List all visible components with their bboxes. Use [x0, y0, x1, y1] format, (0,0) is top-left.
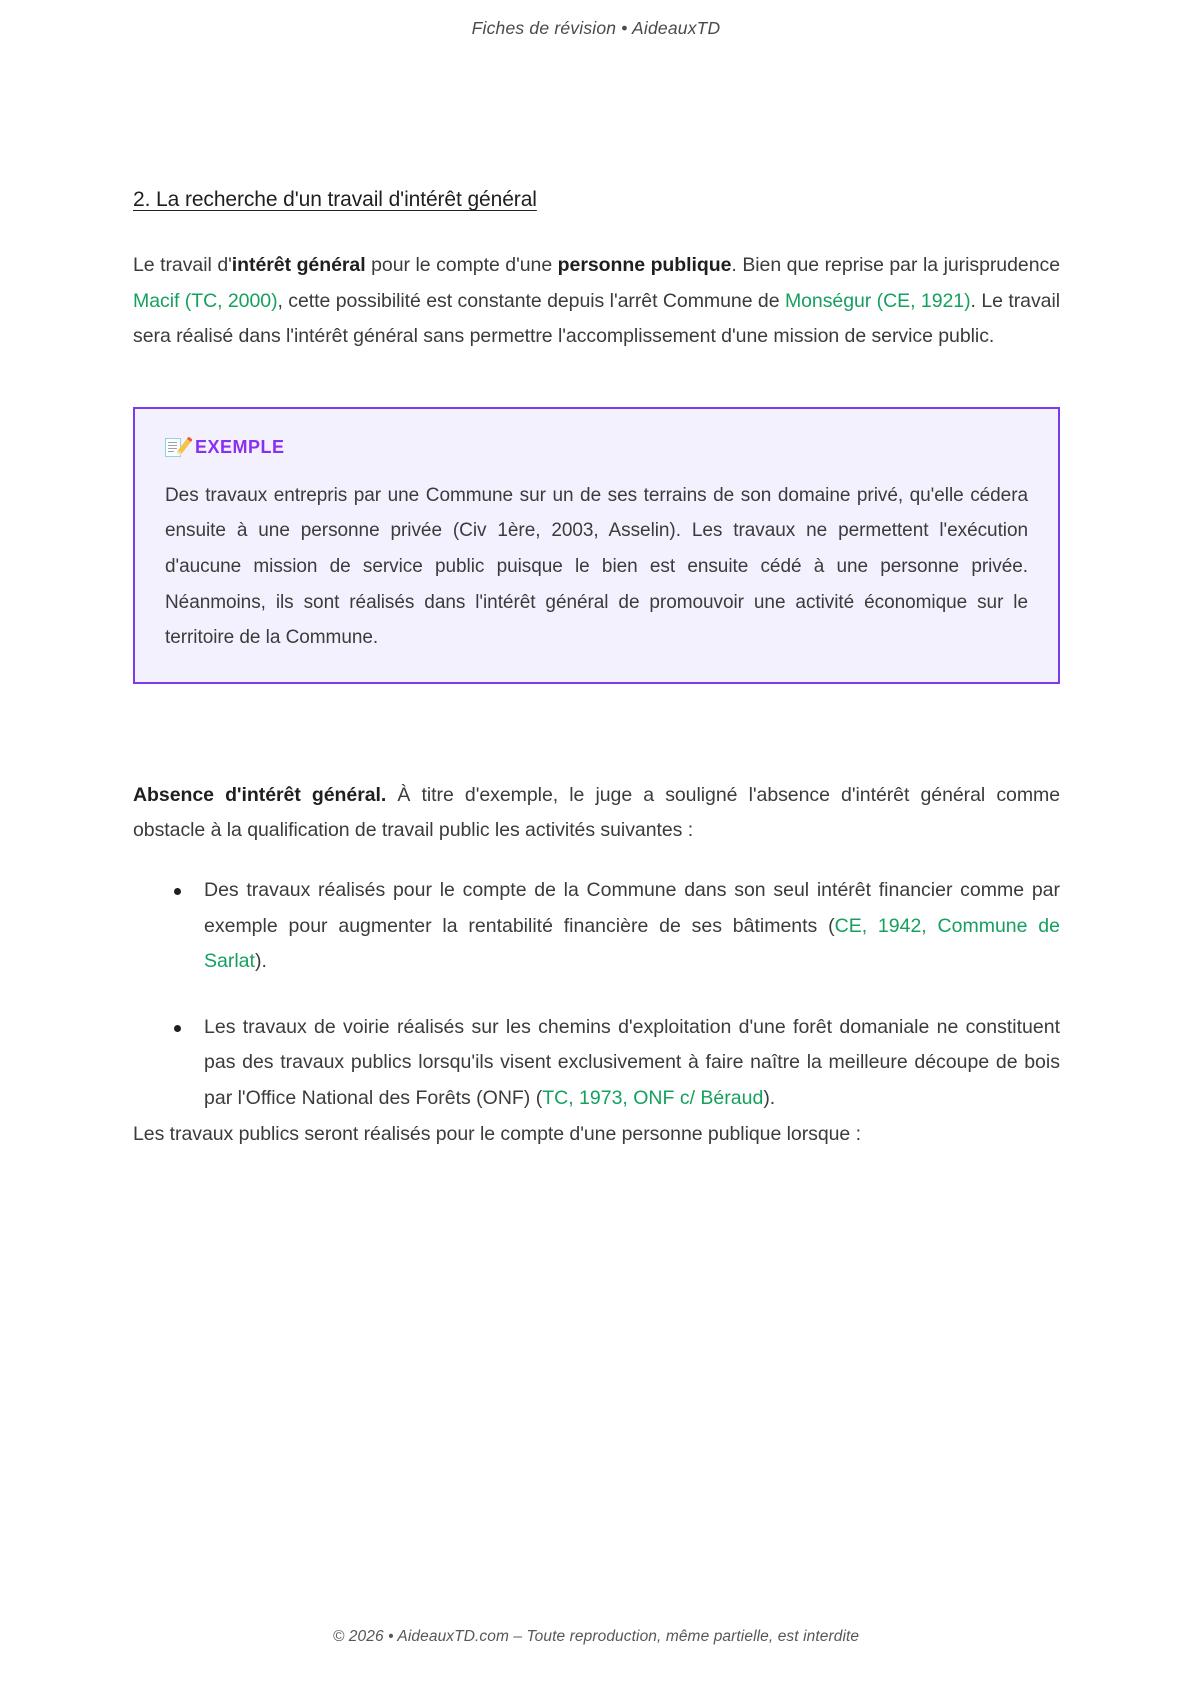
absence-paragraph: [133, 778, 1060, 849]
memo-pencil-icon: [165, 437, 186, 458]
intro-paragraph: [133, 248, 1060, 355]
callout-body: Des travaux entrepris par une Commune sur un de ses terrains de son domaine privé, qu'elle cédera ensuite à une personne privée (Civ 1ère, 2003, Asselin). Les travaux ne permettent l'exécution d'aucune mission de service public puisque le bien est ensuite cédé à une personne privée. Néanmoins, ils sont réalisés dans l'intérêt général de promouvoir une activité économique sur le territoire de la Commune.: [165, 484, 1028, 649]
case-reference-macif: Macif (TC, 2000): [133, 289, 278, 312]
case-reference-onf-beraud: TC, 1973, ONF c/ Béraud: [542, 1086, 764, 1109]
callout-bottom-spacer: [133, 684, 1060, 778]
running-header: [0, 0, 1192, 38]
intro-text-2: pour le compte d'une: [365, 254, 558, 276]
page-title: 2. La recherche d'un travail d'intérêt général: [133, 188, 537, 211]
example-callout: [133, 407, 1060, 684]
top-spacer: [133, 30, 1060, 188]
running-header-text: Fiches de révision • AideauxTD: [471, 18, 721, 38]
intro-bold-1: intérêt général: [231, 254, 366, 276]
intro-text-3: . Bien que reprise par la jurisprudence: [731, 254, 1060, 276]
bullet-1-text-2: ).: [254, 950, 267, 973]
absence-bullet-list: [133, 873, 1060, 1117]
list-item: [133, 1010, 1060, 1117]
bullet-dot-icon: [174, 888, 181, 895]
absence-lead-bold: Absence d'intérêt général.: [133, 783, 387, 806]
intro-bold-2: personne publique: [557, 254, 732, 276]
intro-text-5: . Le travail sera réalisé dans l'intérêt général sans permettre l'accomplissement d'une mission de service public.: [133, 289, 1061, 348]
case-reference-sarlat: CE, 1942, Commune de Sarlat: [204, 914, 1060, 973]
running-footer-text: © 2026 • AideauxTD.com – Toute reproduction, même partielle, est interdite: [332, 1628, 860, 1645]
callout-label-text: EXEMPLE: [195, 436, 285, 457]
running-footer: [0, 1628, 1192, 1684]
intro-text-4: , cette possibilité est constante depuis l'arrêt Commune de: [277, 289, 785, 312]
absence-rest-text: À titre d'exemple, le juge a souligné l'absence d'intérêt général comme obstacle à la qualification de travail public les activités suivantes :: [133, 783, 1060, 842]
bullet-1-text-1: Des travaux réalisés pour le compte de la Commune dans son seul intérêt financier comme par exemple pour augmenter la rentabilité financière de ses bâtiments (: [204, 878, 1060, 937]
bullet-2-text-2: ).: [763, 1086, 776, 1109]
intro-text-1: Le travail d': [133, 254, 232, 276]
bullet-2-text-1: Les travaux de voirie réalisés sur les chemins d'exploitation d'une forêt domaniale ne constituent pas des travaux publics lorsqu'ils visent exclusivement à faire naître la meilleure découpe de bois par l'Office National des Forêts (ONF) (: [204, 1015, 1060, 1109]
callout-label: [165, 437, 1028, 458]
closing-paragraph: Les travaux publics seront réalisés pour le compte d'une personne publique lorsque :: [133, 1122, 861, 1145]
case-reference-monsegur: Monségur (CE, 1921): [784, 289, 971, 312]
bullet-dot-icon: [174, 1025, 181, 1032]
document-content: [0, 30, 1192, 1628]
list-item: [133, 873, 1060, 980]
